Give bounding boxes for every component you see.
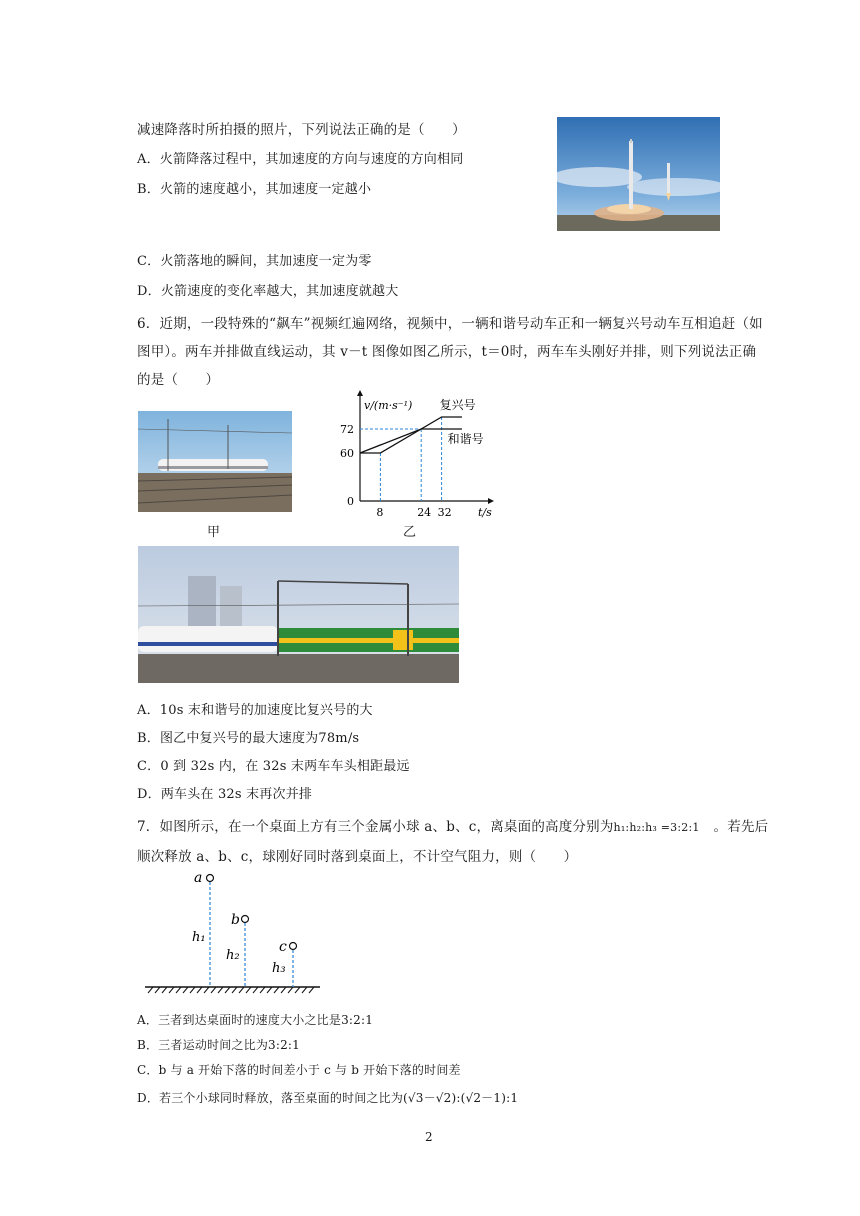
x-tick-label-24: 24 (417, 506, 432, 519)
x-tick-label-8: 8 (376, 506, 384, 519)
ball-c (290, 943, 297, 950)
q7-stem-line-2: 顺次释放 a、b、c，球刚好同时落到桌面上，不计空气阻力，则（ ） (137, 849, 578, 865)
q6-option-c: C．0 到 32s 内，在 32s 末两车车头相距最远 (137, 759, 410, 774)
ball-a (207, 875, 214, 882)
caption-yi: 乙 (403, 525, 417, 540)
q5-option-b: B．火箭的速度越小，其加速度一定越小 (137, 182, 372, 197)
vt-chart (330, 388, 510, 538)
ball-b (242, 916, 249, 923)
q6-stem-line-2: 图甲）。两车并排做直线运动，其 v－t 图像如图乙所示，t＝0时，两车车头刚好并排，则下列说法正确 (137, 344, 757, 360)
q7-stem-text-b: 。若先后 (713, 819, 769, 835)
q6-stem-line-1: 6．近期，一段特殊的“飙车”视频红遍网络，视频中，一辆和谐号动车正和一辆复兴号动车互相追赶（如 (137, 316, 763, 332)
q7-height-ratio: h₁:h₂:h₃ =3:2:1 (613, 821, 700, 834)
series-label-hexie: 和谐号 (447, 432, 484, 446)
series-label-fuxing: 复兴号 (439, 398, 476, 412)
ball-label-c: c (279, 939, 287, 955)
q5-option-c: C．火箭落地的瞬间，其加速度一定为零 (137, 254, 372, 269)
ball-label-a: a (194, 870, 203, 886)
origin-label: 0 (347, 495, 354, 508)
q5-stem-tail: 减速降落时所拍摄的照片，下列说法正确的是（ ） (137, 122, 466, 138)
y-axis-label: v/(m·s⁻¹) (364, 399, 413, 412)
page-number: 2 (425, 1130, 433, 1144)
x-axis-arrow (488, 498, 494, 504)
q6-option-d: D．两车头在 32s 末再次并排 (137, 787, 313, 802)
height-label-h3: h₃ (272, 961, 286, 976)
q6-option-a: A．10s 末和谐号的加速度比复兴号的大 (137, 703, 373, 718)
q7-stem-line-1 (137, 815, 768, 835)
q7-option-c: C．b 与 a 开始下落的时间差小于 c 与 b 开始下落的时间差 (137, 1063, 461, 1077)
height-label-h1: h₁ (192, 930, 206, 945)
y-axis-arrow (357, 390, 363, 396)
q6-stem-line-3: 的是（ ） (137, 372, 220, 388)
q5-option-a: A．火箭降落过程中，其加速度的方向与速度的方向相同 (137, 152, 464, 167)
q7-stem-text-a: 7．如图所示，在一个桌面上方有三个金属小球 a、b、c，离桌面的高度分别为 (137, 819, 614, 835)
balls-diagram (140, 865, 330, 1000)
q6-option-b: B．图乙中复兴号的最大速度为78m/s (137, 731, 360, 746)
caption-jia: 甲 (207, 525, 221, 540)
q7-option-b: B．三者运动时间之比为3:2:1 (137, 1038, 301, 1052)
x-tick-label-32: 32 (437, 506, 452, 519)
q5-option-d: D．火箭速度的变化率越大，其加速度就越大 (137, 284, 399, 299)
train-chase-photo (138, 546, 459, 683)
ball-label-b: b (231, 912, 240, 928)
q7-option-d: D．若三个小球同时释放，落至桌面的时间之比为(√3－√2):(√2－1):1 (137, 1091, 519, 1105)
height-label-h2: h₂ (226, 948, 240, 963)
y-tick-label-60: 60 (340, 447, 354, 460)
x-axis-label: t/s (478, 506, 492, 519)
q7-option-a: A．三者到达桌面时的速度大小之比是3:2:1 (137, 1013, 374, 1027)
rocket-landing-photo (557, 117, 720, 231)
train-photo-jia (138, 411, 292, 512)
y-tick-label-72: 72 (340, 423, 354, 436)
